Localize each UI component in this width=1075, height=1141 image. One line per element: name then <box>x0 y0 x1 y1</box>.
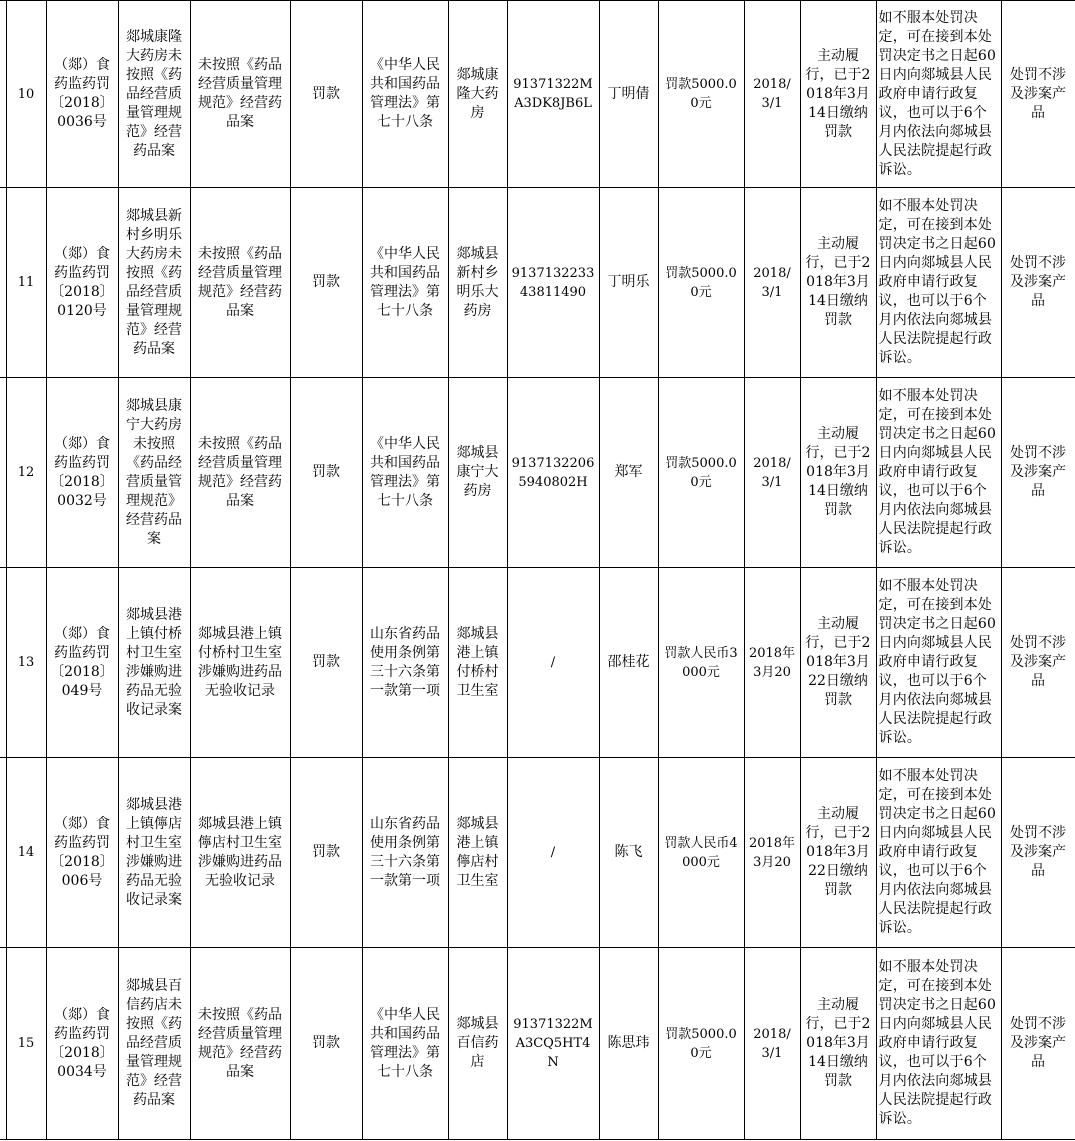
penalized-party: 郯城康隆大药房 <box>448 1 507 188</box>
penalty-result: 罚款5000.00元 <box>658 1 744 188</box>
table-row <box>0 378 1075 568</box>
violation-facts: 未按照《药品经营质量管理规范》经营药品案 <box>190 378 290 568</box>
penalized-party: 郯城县百信药店 <box>448 948 507 1140</box>
penalized-party: 郯城县港上镇付桥村卫生室 <box>448 568 507 758</box>
penalty-type: 罚款 <box>290 568 362 758</box>
table-row <box>0 948 1075 1140</box>
case-name: 郯城县港上镇付桥村卫生室涉嫌购进药品无验收记录案 <box>118 568 190 758</box>
penalty-result: 罚款5000.00元 <box>658 948 744 1140</box>
case-name: 郯城县康宁大药房未按照《药品经营质量管理规范》经营药品案 <box>118 378 190 568</box>
table-row <box>0 758 1075 948</box>
case-name: 郯城县港上镇儜店村卫生室涉嫌购进药品无验收记录案 <box>118 758 190 948</box>
penalty-result: 罚款5000.00元 <box>658 188 744 378</box>
enforcement-status: 主动履行，已于2018年3月14日缴纳罚款 <box>800 378 876 568</box>
row-sequence-number: 11 <box>6 188 46 378</box>
remarks: 处罚不涉及涉案产品 <box>1001 378 1075 568</box>
violation-facts: 郯城县港上镇付桥村卫生室涉嫌购进药品无验收记录 <box>190 568 290 758</box>
penalty-decision-date: 2018年3月20 <box>744 758 800 948</box>
penalty-basis: 《中华人民共和国药品管理法》第七十八条 <box>362 378 448 568</box>
remedy-notice: 如不服本处罚决定，可在接到本处罚决定书之日起60日内向郯城县人民政府申请行政复议，也可以于6个月内依法向郯城县人民法院提起行政诉讼。 <box>876 188 1001 378</box>
remarks: 处罚不涉及涉案产品 <box>1001 1 1075 188</box>
penalty-type: 罚款 <box>290 188 362 378</box>
legal-representative: 陈思玮 <box>599 948 658 1140</box>
penalty-type: 罚款 <box>290 1 362 188</box>
case-name: 郯城康隆大药房未按照《药品经营质量管理规范》经营药品案 <box>118 1 190 188</box>
penalty-result: 罚款人民币4000元 <box>658 758 744 948</box>
unified-social-credit-code: 913713223343811490 <box>507 188 599 378</box>
enforcement-status: 主动履行，已于2018年3月22日缴纳罚款 <box>800 568 876 758</box>
enforcement-status: 主动履行，已于2018年3月14日缴纳罚款 <box>800 1 876 188</box>
penalty-decision-date: 2018/3/1 <box>744 1 800 188</box>
remedy-notice: 如不服本处罚决定，可在接到本处罚决定书之日起60日内向郯城县人民政府申请行政复议，也可以于6个月内依法向郯城县人民法院提起行政诉讼。 <box>876 1 1001 188</box>
violation-facts: 未按照《药品经营质量管理规范》经营药品案 <box>190 1 290 188</box>
remedy-notice: 如不服本处罚决定，可在接到本处罚决定书之日起60日内向郯城县人民政府申请行政复议，也可以于6个月内依法向郯城县人民法院提起行政诉讼。 <box>876 568 1001 758</box>
decision-document-number: （郯）食药监药罚〔2018〕0120号 <box>46 188 118 378</box>
penalty-type: 罚款 <box>290 758 362 948</box>
table-row <box>0 188 1075 378</box>
legal-representative: 丁明倩 <box>599 1 658 188</box>
penalty-basis: 《中华人民共和国药品管理法》第七十八条 <box>362 188 448 378</box>
legal-representative: 陈飞 <box>599 758 658 948</box>
decision-document-number: （郯）食药监药罚〔2018〕0034号 <box>46 948 118 1140</box>
decision-document-number: （郯）食药监药罚〔2018〕0036号 <box>46 1 118 188</box>
penalty-decision-date: 2018/3/1 <box>744 188 800 378</box>
legal-representative: 丁明乐 <box>599 188 658 378</box>
case-name: 郯城县百信药店未按照《药品经营质量管理规范》经营药品案 <box>118 948 190 1140</box>
legal-representative: 郑军 <box>599 378 658 568</box>
row-sequence-number: 15 <box>6 948 46 1140</box>
violation-facts: 未按照《药品经营质量管理规范》经营药品案 <box>190 948 290 1140</box>
unified-social-credit-code: 91371322MA3DK8JB6L <box>507 1 599 188</box>
legal-representative: 邵桂花 <box>599 568 658 758</box>
penalized-party: 郯城县港上镇儜店村卫生室 <box>448 758 507 948</box>
unified-social-credit-code: / <box>507 758 599 948</box>
remarks: 处罚不涉及涉案产品 <box>1001 568 1075 758</box>
remarks: 处罚不涉及涉案产品 <box>1001 188 1075 378</box>
unified-social-credit-code: / <box>507 568 599 758</box>
penalized-party: 郯城县新村乡明乐大药房 <box>448 188 507 378</box>
penalty-basis: 山东省药品使用条例第三十六条第一款第一项 <box>362 758 448 948</box>
row-sequence-number: 13 <box>6 568 46 758</box>
penalized-party: 郯城县康宁大药房 <box>448 378 507 568</box>
penalty-decision-date: 2018/3/1 <box>744 948 800 1140</box>
penalty-type: 罚款 <box>290 948 362 1140</box>
case-name: 郯城县新村乡明乐大药房未按照《药品经营质量管理规范》经营药品案 <box>118 188 190 378</box>
remarks: 处罚不涉及涉案产品 <box>1001 948 1075 1140</box>
decision-document-number: （郯）食药监药罚〔2018〕0032号 <box>46 378 118 568</box>
decision-document-number: （郯）食药监药罚〔2018〕006号 <box>46 758 118 948</box>
penalty-decision-date: 2018年3月20 <box>744 568 800 758</box>
remarks: 处罚不涉及涉案产品 <box>1001 758 1075 948</box>
enforcement-status: 主动履行，已于2018年3月22日缴纳罚款 <box>800 758 876 948</box>
remedy-notice: 如不服本处罚决定，可在接到本处罚决定书之日起60日内向郯城县人民政府申请行政复议，也可以于6个月内依法向郯城县人民法院提起行政诉讼。 <box>876 378 1001 568</box>
unified-social-credit-code: 91371322MA3CQ5HT4N <box>507 948 599 1140</box>
row-sequence-number: 12 <box>6 378 46 568</box>
enforcement-status: 主动履行，已于2018年3月14日缴纳罚款 <box>800 188 876 378</box>
penalty-type: 罚款 <box>290 378 362 568</box>
penalty-result: 罚款人民币3000元 <box>658 568 744 758</box>
row-sequence-number: 14 <box>6 758 46 948</box>
remedy-notice: 如不服本处罚决定，可在接到本处罚决定书之日起60日内向郯城县人民政府申请行政复议，也可以于6个月内依法向郯城县人民法院提起行政诉讼。 <box>876 758 1001 948</box>
penalty-decision-date: 2018/3/1 <box>744 378 800 568</box>
violation-facts: 未按照《药品经营质量管理规范》经营药品案 <box>190 188 290 378</box>
remedy-notice: 如不服本处罚决定，可在接到本处罚决定书之日起60日内向郯城县人民政府申请行政复议，也可以于6个月内依法向郯城县人民法院提起行政诉讼。 <box>876 948 1001 1140</box>
row-sequence-number: 10 <box>6 1 46 188</box>
penalty-basis: 《中华人民共和国药品管理法》第七十八条 <box>362 948 448 1140</box>
enforcement-status: 主动履行，已于2018年3月14日缴纳罚款 <box>800 948 876 1140</box>
penalty-basis: 山东省药品使用条例第三十六条第一款第一项 <box>362 568 448 758</box>
table-row <box>0 1 1075 188</box>
table-row <box>0 568 1075 758</box>
penalty-basis: 《中华人民共和国药品管理法》第七十八条 <box>362 1 448 188</box>
penalty-result: 罚款5000.00元 <box>658 378 744 568</box>
violation-facts: 郯城县港上镇儜店村卫生室涉嫌购进药品无验收记录 <box>190 758 290 948</box>
unified-social-credit-code: 91371322065940802H <box>507 378 599 568</box>
decision-document-number: （郯）食药监药罚〔2018〕049号 <box>46 568 118 758</box>
